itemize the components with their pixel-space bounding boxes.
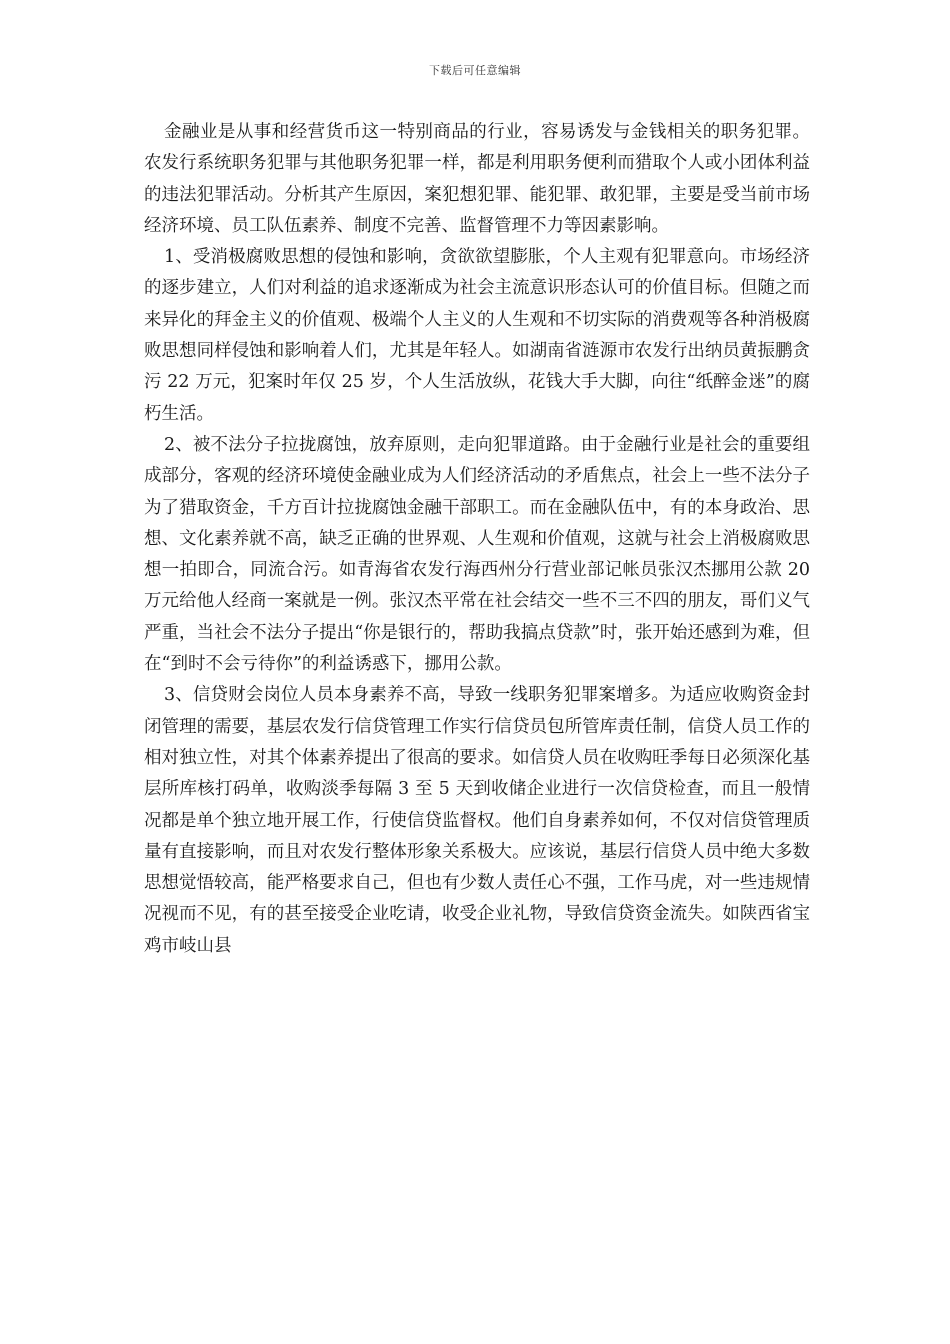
paragraph-point-3: 3、信贷财会岗位人员本身素养不高，导致一线职务犯罪案增多。为适应收购资金封闭管理的需要，基层农发行信贷管理工作实行信贷员包所管库责任制，信贷人员工作的相对独立性，对其个体素养提出了很高的要求。如信贷人员在收购旺季每日必须深化基层所库核打码单，收购淡季每隔 3 至 5 天到收储企业进行一次信贷检查，而且一般情况都是单个独立地开展工作，行使信贷监督权。他们自身素养如何，不仅对信贷管理质量有直接影响，而且对农发行整体形象关系极大。应该说，基层行信贷人员中绝大多数思想觉悟较高，能严格要求自己，但也有少数人责任心不强，工作马虎，对一些违规情况视而不见，有的甚至接受企业吃请，收受企业礼物，导致信贷资金流失。如陕西省宝鸡市岐山县 — [144, 685, 810, 956]
paragraph-intro: 金融业是从事和经营货币这一特别商品的行业，容易诱发与金钱相关的职务犯罪。农发行系统职务犯罪与其他职务犯罪一样，都是利用职务便利而猎取个人或小团体利益的违法犯罪活动。分析其产生原因，案犯想犯罪、能犯罪、敢犯罪，主要是受当前市场经济环境、员工队伍素养、制度不完善、监督管理不力等因素影响。 — [144, 122, 810, 236]
document-body — [144, 117, 810, 962]
paragraph-point-2: 2、被不法分子拉拢腐蚀，放弃原则，走向犯罪道路。由于金融行业是社会的重要组成部分，客观的经济环境使金融业成为人们经济活动的矛盾焦点，社会上一些不法分子为了猎取资金，千方百计拉拢腐蚀金融干部职工。而在金融队伍中，有的本身政治、思想、文化素养就不高，缺乏正确的世界观、人生观和价值观，这就与社会上消极腐败思想一拍即合，同流合污。如青海省农发行海西州分行营业部记帐员张汉杰挪用公款 20 万元给他人经商一案就是一例。张汉杰平常在社会结交一些不三不四的朋友，哥们义气严重，当社会不法分子提出“你是银行的，帮助我搞点贷款”时，张开始还感到为难，但在“到时不会亏待你”的利益诱惑下，挪用公款。 — [144, 434, 810, 675]
paragraph-point-1: 1、受消极腐败思想的侵蚀和影响，贪欲欲望膨胀，个人主观有犯罪意向。市场经济的逐步建立，人们对利益的追求逐渐成为社会主流意识形态认可的价值目标。但随之而来异化的拜金主义的价值观、极端个人主义的人生观和不切实际的消费观等各种消极腐败思想同样侵蚀和影响着人们，尤其是年轻人。如湖南省涟源市农发行出纳员黄振鹏贪污 22 万元，犯案时年仅 25 岁，个人生活放纵，花钱大手大脚，向往“纸醉金迷”的腐朽生活。 — [144, 247, 810, 424]
page-header-note: 下载后可任意编辑 — [429, 64, 521, 77]
